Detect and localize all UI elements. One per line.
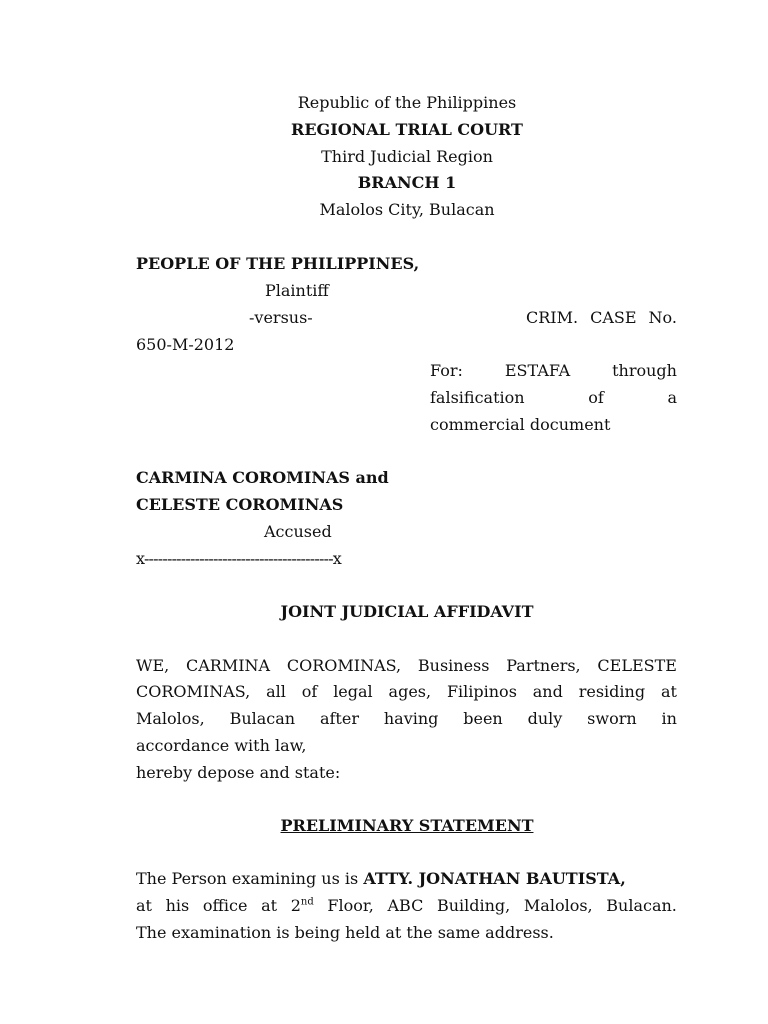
caption-separator: x-----------------------------------------x [136,549,342,568]
intro-word: duly [527,709,563,728]
prelim-word: Bulacan. [606,896,677,915]
intro-word: at [660,682,677,701]
prelim-word: his [165,896,190,915]
intro-word: been [463,709,503,728]
preliminary-statement-heading: PRELIMINARY STATEMENT [280,816,534,835]
charge-word: For: [430,361,463,380]
examiner-intro-text: The Person examining us is [136,869,364,888]
case-number: 650-M-2012 [136,335,235,354]
prelim-word: at [136,896,152,915]
intro-word: Bulacan [229,709,296,728]
intro-word: and [532,682,563,701]
intro-word: legal [333,682,373,701]
case-label-word: No. [648,308,677,327]
accused-name-1: CARMINA COROMINAS and [136,468,389,487]
intro-word: CARMINA [185,656,271,675]
accused-role: Accused [264,522,332,541]
prelim-word: Building, [436,896,511,915]
intro-word: residing [578,682,646,701]
intro-line-1 [136,656,677,676]
preliminary-line-1 [136,869,677,889]
charge-line-1 [430,361,677,381]
intro-word: Business [417,656,490,675]
branch-line: BRANCH 1 [357,173,457,192]
case-number-label [526,308,677,328]
charge-word: ESTAFA [504,361,571,380]
intro-word: having [383,709,439,728]
versus-label: -versus- [249,308,313,327]
intro-word: Partners, [506,656,581,675]
republic-line: Republic of the Philippines [297,93,517,112]
intro-word: in [661,709,677,728]
intro-word: Filipinos [446,682,517,701]
charge-word: falsification [430,388,525,407]
intro-word: ages, [388,682,432,701]
intro-word: COROMINAS, [136,682,251,701]
accused-name-2: CELESTE COROMINAS [136,495,344,514]
intro-line-5: hereby depose and state: [136,763,341,782]
case-label-word: CASE [590,308,637,327]
intro-line-3 [136,709,677,729]
case-label-word: CRIM. [526,308,579,327]
charge-word: through [612,361,677,380]
plaintiff-role: Plaintiff [265,281,329,300]
intro-line-4: accordance with law, [136,736,307,755]
prelim-word: Malolos, [523,896,593,915]
prelim-word: at [261,896,278,915]
intro-word: sworn [587,709,637,728]
intro-line-2 [136,682,677,702]
intro-word: COROMINAS, [286,656,402,675]
plaintiff-name: PEOPLE OF THE PHILIPPINES, [136,254,420,273]
preliminary-line-3: The examination is being held at the same address. [136,923,554,942]
intro-word: all [266,682,286,701]
charge-line-2 [430,388,677,408]
charge-line-3: commercial document [430,415,611,434]
prelim-word: ABC [387,896,424,915]
intro-word: of [301,682,318,701]
city-line: Malolos City, Bulacan [319,200,495,219]
intro-word: after [319,709,359,728]
intro-word: WE, [136,656,170,675]
floor-ordinal: 2nd [290,896,314,915]
examiner-name: ATTY. JONATHAN BAUTISTA, [363,869,626,888]
intro-word: Malolos, [136,709,205,728]
charge-word: of [588,388,604,407]
court-name: REGIONAL TRIAL COURT [291,120,523,139]
affidavit-title: JOINT JUDICIAL AFFIDAVIT [280,602,534,621]
prelim-word: Floor, [327,896,374,915]
judicial-region: Third Judicial Region [321,147,493,166]
charge-word: a [667,388,677,407]
prelim-word: office [202,896,248,915]
preliminary-line-2 [136,896,677,916]
intro-word: CELESTE [597,656,677,675]
